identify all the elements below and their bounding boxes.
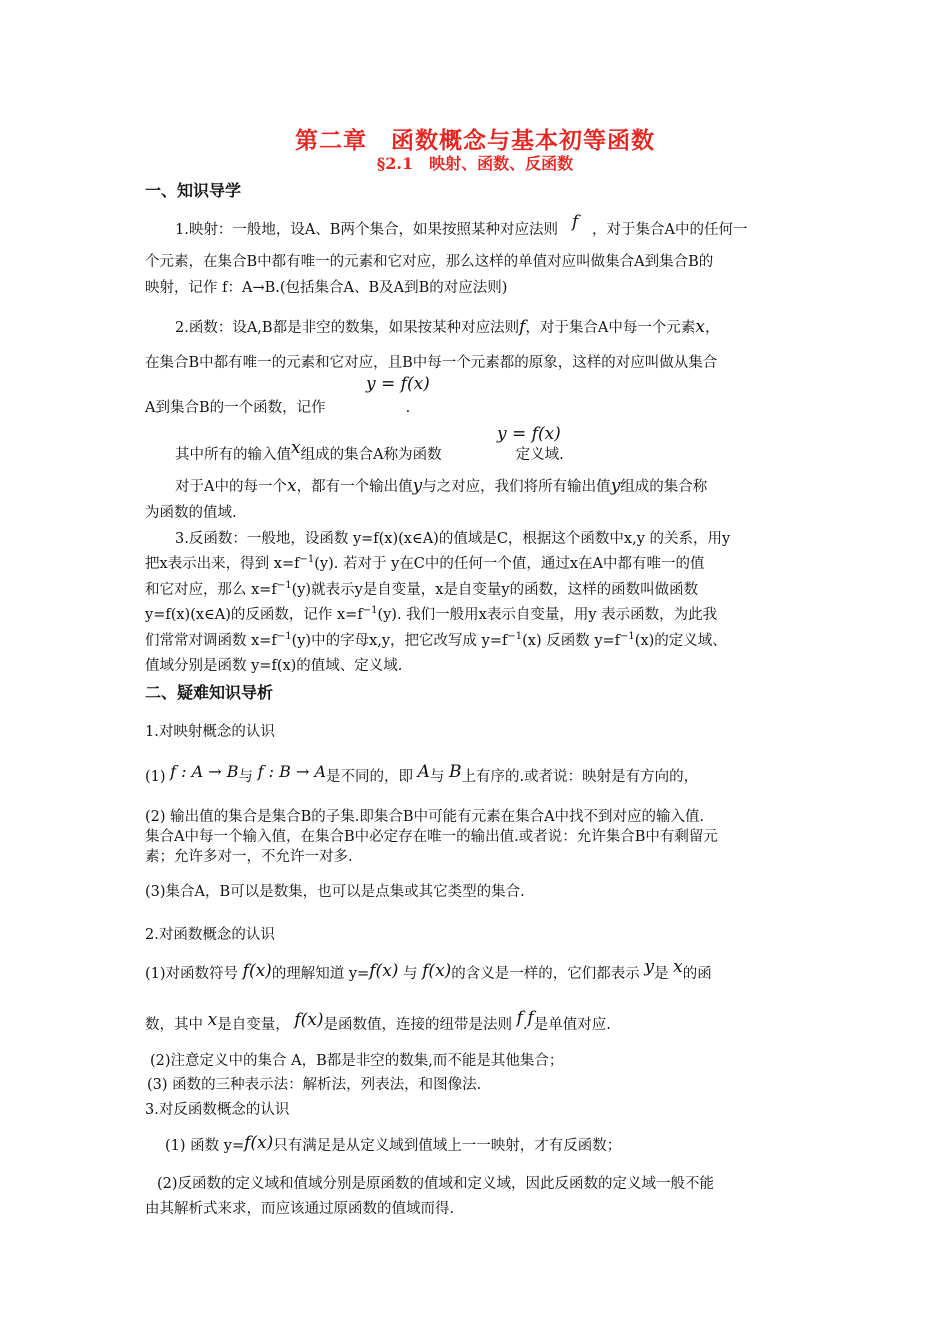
text: (x)的定义域、 [634,633,727,649]
math-fx: f(x) [244,1133,274,1153]
mapping-line-1 [175,212,748,239]
math-y: y [610,476,621,496]
math-fx: f(x) [422,961,452,981]
math-f-B-to-A: f : B → A [257,762,327,781]
mapping-item-1 [145,762,699,786]
text: 是自变量， [217,1017,290,1033]
math-fx: f(x) [369,961,399,981]
chapter-title: 第二章 函数概念与基本初等函数 [295,127,655,154]
text: ，都有一个输出值 [296,479,413,495]
superscript: −1 [620,631,635,642]
math-y: y [644,957,655,977]
math-f: f [527,1008,534,1028]
inverse-item-2-line-1: (2)反函数的定义域和值域分别是原函数的值域和定义域，因此反函数的定义域一般不能 [157,1176,715,1192]
mapping-item-2-line-1: (2) 输出值的集合是集合B的子集.即集合B中可能有元素在集合A中找不到对应的输入值. [145,809,705,825]
math-y: y [412,476,423,496]
text: (y). 我们一般用x表示自变量，用y 表示函数，为此我 [377,607,718,623]
text: (1) 函数 y= [165,1138,245,1154]
function-line-2: 在集合B中都有唯一的元素和它对应，且B中每一个元素都的原象，这样的对应叫做从集合 [145,355,718,371]
math-x: x [286,476,297,496]
math-fx: f(x) [242,961,272,981]
range-line-1 [175,475,707,496]
text: y=f(x)(x∈A)的反函数，记作 x=f [145,607,363,623]
text: (x) 反函数 y=f [522,633,621,649]
text: 与 [403,966,418,982]
subheading-function: 2.对函数概念的认识 [145,927,275,943]
math-f: f [571,212,579,232]
section-heading-1: 一、知识导学 [145,181,242,200]
inverse-line-1: 3.反函数：一般地，设函数 y=f(x)(x∈A)的值域是C，根据这个函数中x,y 的关系，用y [175,531,731,547]
text: 1.映射：一般地，设A、B两个集合，如果按照某种对应法则 [175,222,558,238]
domain-line [175,438,564,464]
text: 的含义是一样的，它们都表示 [451,966,640,982]
inverse-item-1 [165,1134,621,1155]
text: (1)对函数符号 [145,966,239,982]
subheading-inverse: 3.对反函数概念的认识 [145,1102,290,1118]
math-x: x [207,1010,218,1030]
text: . [522,1017,528,1033]
text: ， [704,320,720,336]
mapping-line-2: 个元素，在集合B中都有唯一的元素和它对应，那么这样的单值对应叫做集合A到集合B的 [145,254,714,270]
text: 是单值对应. [533,1017,611,1033]
text: 组成的集合称 [620,479,708,495]
text: 上有序的.或者说：映射是有方向的， [461,769,699,785]
text: 和它对应，那么 x=f [145,582,277,598]
text: 把x表示出来，得到 x=f [145,556,300,572]
math-x: x [291,438,301,458]
math-f: f [519,317,526,337]
text: 组成的集合A称为函数 [300,447,442,463]
function-item-3: (3) 函数的三种表示法：解析法，列表法，和图像法. [147,1077,482,1093]
text: 是 [654,966,669,982]
text: A到集合B的一个函数，记作 [145,400,326,416]
inverse-line-6: 值域分别是函数 y=f(x)的值域、定义域. [145,658,403,674]
mapping-item-2-line-2: 集合A中每一个输入值，在集合B中必定存在唯一的输出值.或者说：允许集合B中有剩留元 [145,829,718,845]
text: (y). 若对于 y在C中的任何一个值，通过x在A中都有唯一的值 [314,556,705,572]
math-A: A [417,762,430,782]
function-item-2: (2)注意定义中的集合 A，B都是非空的数集,而不能是其他集合； [150,1053,564,1069]
text: 是不同的，即 [326,769,414,785]
text: 与 [238,769,254,785]
superscript: −1 [507,631,523,642]
text: 的函 [682,966,712,982]
text: (1) [145,769,166,785]
mapping-line-3: 映射，记作 f：A→B.(包括集合A、B及A到B的对应法则) [145,280,508,296]
inverse-line-3 [145,578,698,599]
superscript: −1 [362,605,378,616]
superscript: −1 [276,631,292,642]
math-y-eq-fx-2: y = f(x) [497,424,561,444]
superscript: −1 [276,580,292,591]
text: 与 [429,769,445,785]
section-subtitle: §2.1 映射、函数、反函数 [376,154,574,173]
superscript: −1 [299,554,315,565]
text: (y)就表示y是自变量，x是自变量y的函数，这样的函数叫做函数 [291,582,699,598]
math-f: f [516,1008,523,1028]
text: 只有满足是从定义域到值域上一一映射，才有反函数； [273,1138,622,1154]
inverse-line-2 [145,552,705,573]
text: ，对于集合A中的任何一 [591,222,748,238]
section-heading-2: 二、疑难知识导析 [145,683,274,702]
text: 其中所有的输入值 [175,447,291,463]
text: 定义域. [515,447,564,463]
text: 数，其中 [145,1017,203,1033]
subheading-mapping: 1.对映射概念的认识 [145,724,275,740]
text: ，对于集合A中每一个元素 [525,320,696,336]
text: 2.函数：设A,B都是非空的数集，如果按某种对应法则 [175,320,520,336]
function-line-1 [175,316,719,337]
mapping-item-3: (3)集合A，B可以是数集，也可以是点集或其它类型的集合. [145,884,525,900]
text: 对于A中的每一个 [175,479,287,495]
function-item-1-line-1 [145,957,712,983]
math-x: x [695,317,705,337]
function-item-1-line-2 [145,1008,611,1034]
range-line-2: 为函数的值域. [145,505,237,521]
text: 与之对应，我们将所有输出值 [422,479,611,495]
function-line-3 [145,396,410,417]
inverse-line-4 [145,603,717,624]
text: 的理解知道 y= [271,966,370,982]
math-fx: f(x) [294,1010,324,1030]
text: . [405,400,411,416]
math-y-eq-fx: y = f(x) [366,374,430,394]
mapping-item-2-line-3: 素；允许多对一，不允许一对多. [145,849,353,865]
inverse-item-2-line-2: 由其解析式来求，而应该通过原函数的值域而得. [145,1201,455,1217]
math-B: B [449,762,462,782]
text: 是函数值，连接的纽带是法则 [323,1017,512,1033]
inverse-line-5 [145,629,727,650]
text: 们常常对调函数 x=f [145,633,277,649]
math-f-A-to-B: f : A → B [170,762,239,781]
math-x: x [673,957,683,977]
text: (y)中的字母x,y，把它改写成 y=f [291,633,508,649]
